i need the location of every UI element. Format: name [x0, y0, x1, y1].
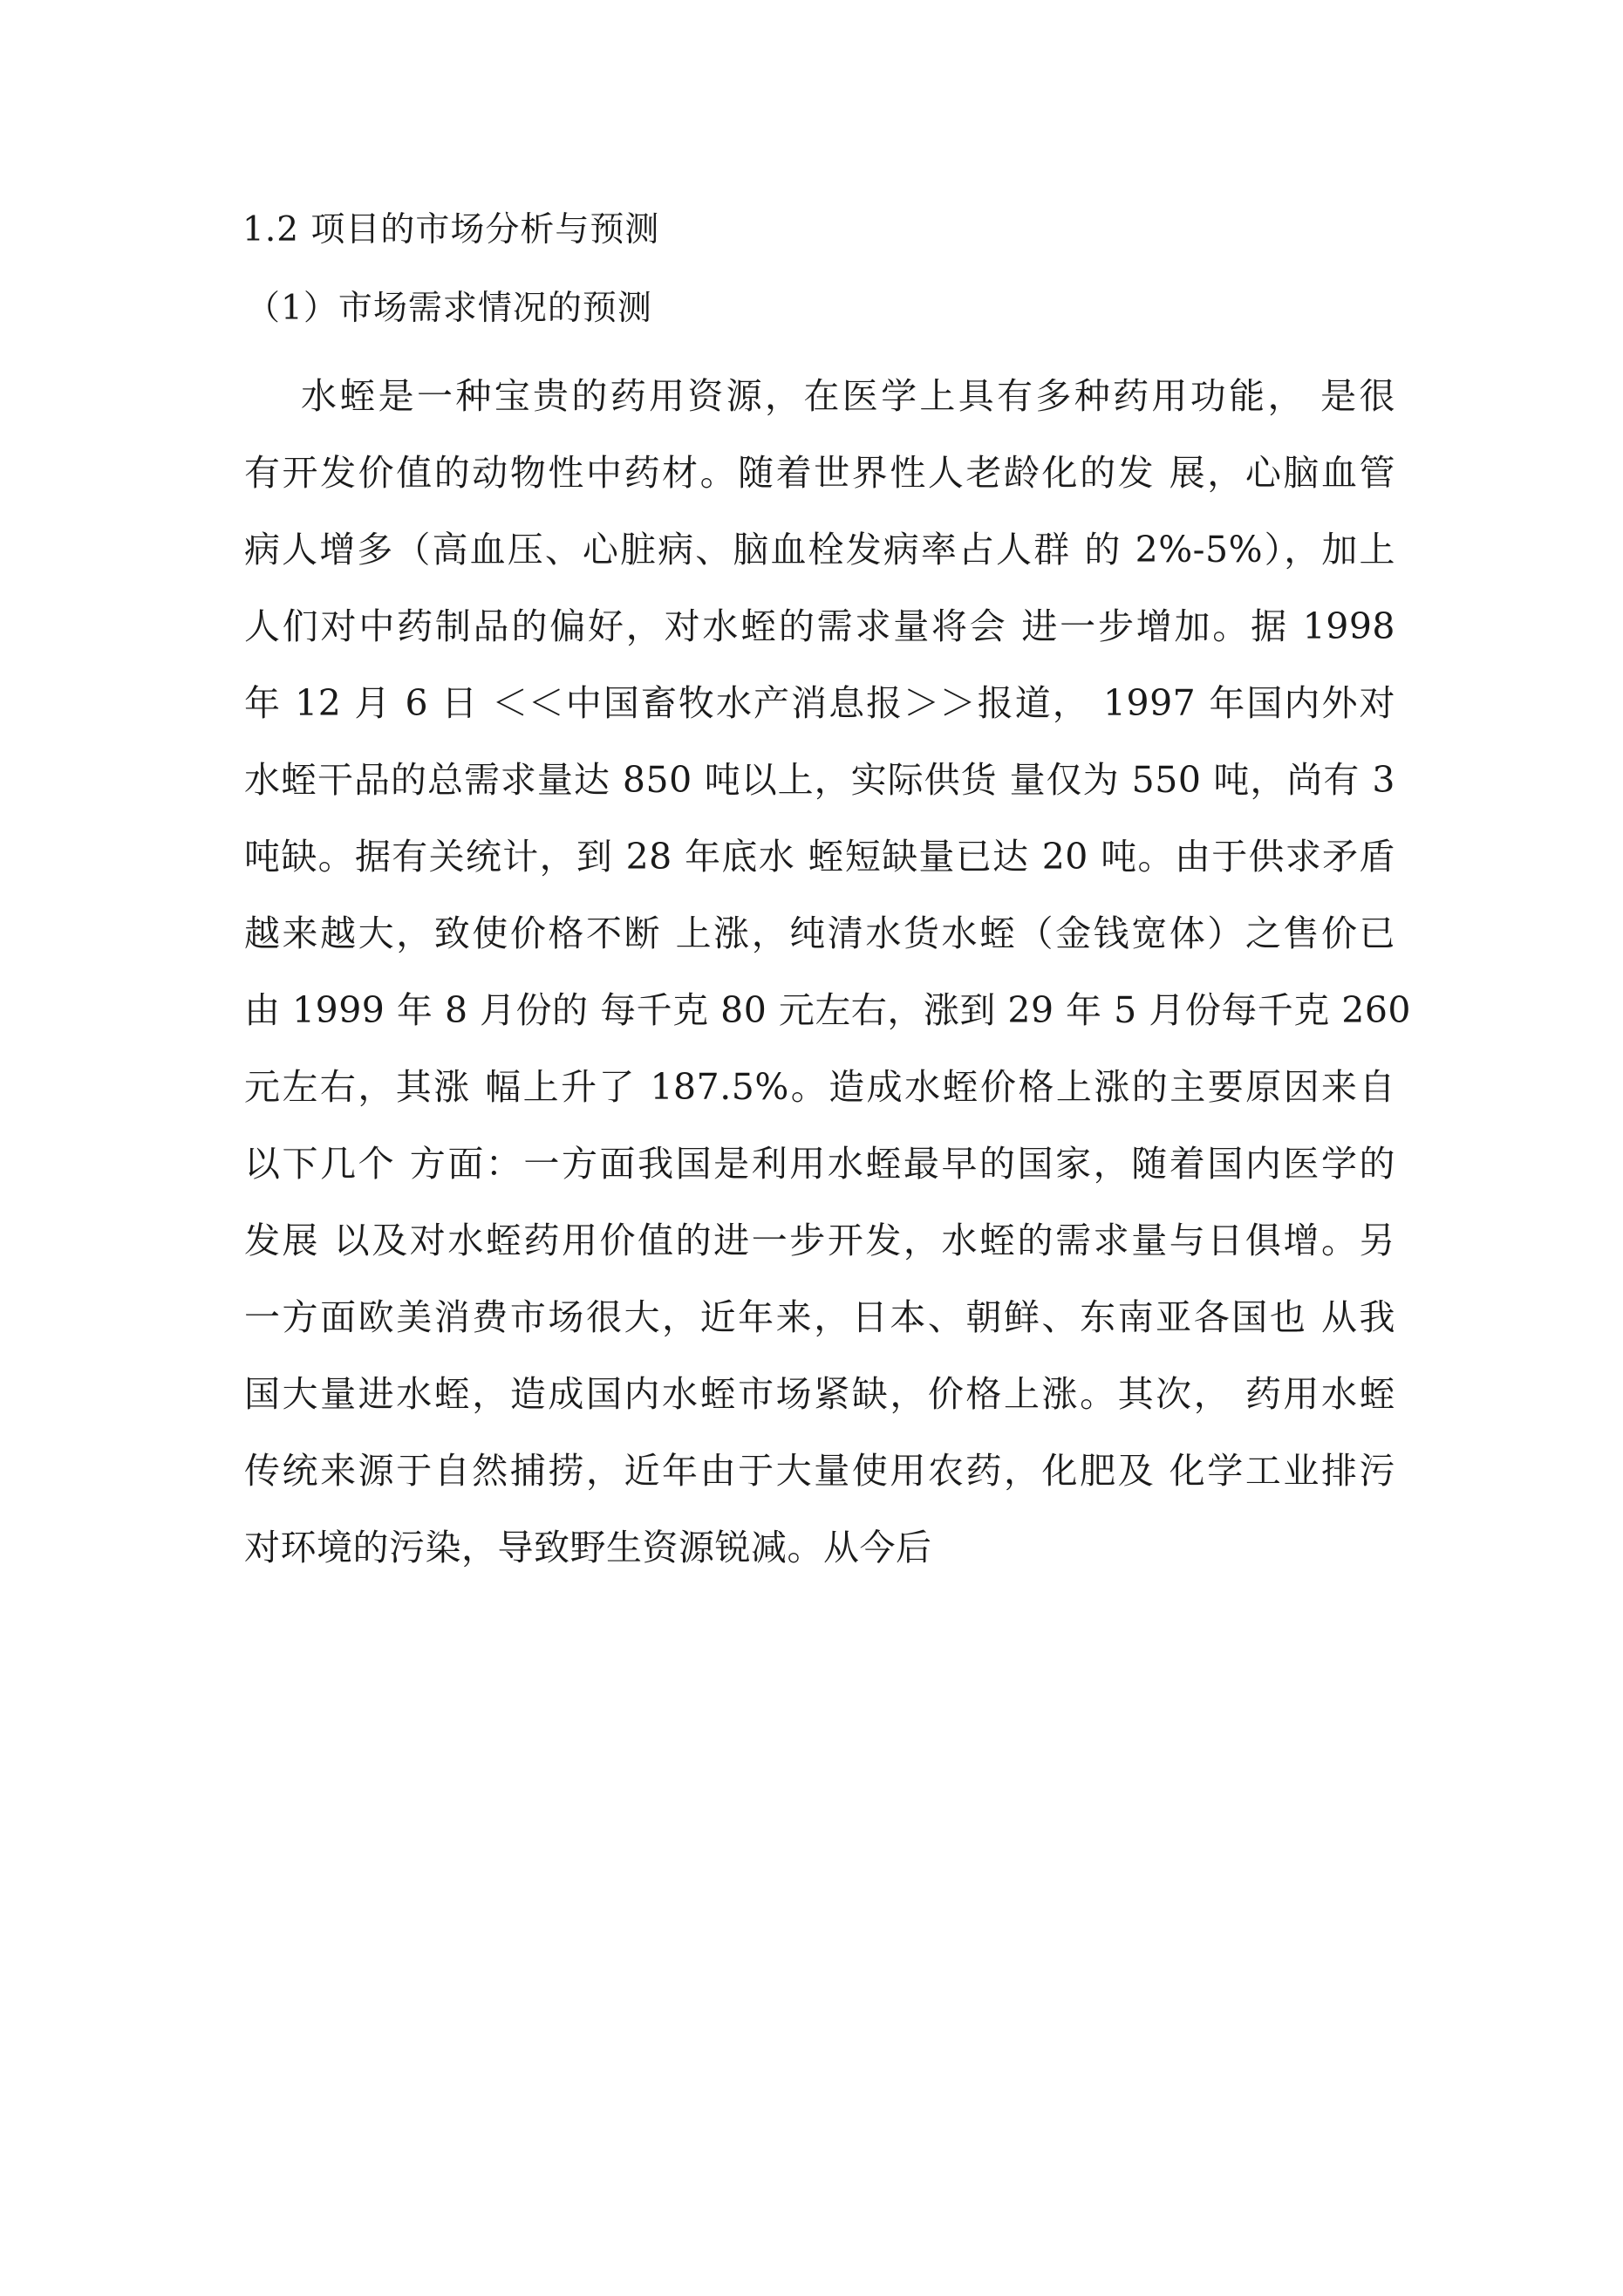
paragraph-line: 越来越大，致使价格不断 上涨，纯清水货水蛭（金钱宽体）之售价已	[244, 912, 1395, 954]
paragraph-line: 发展 以及对水蛭药用价值的进一步开发，水蛭的需求量与日俱增。另	[244, 1220, 1395, 1261]
paragraph-line: 水蛭干品的总需求量达 850 吨以上，实际供货 量仅为 550 吨，尚有 3	[244, 759, 1395, 801]
paragraph-line: 对环境的污染，导致野生资源锐减。从今后	[244, 1527, 932, 1568]
paragraph-line: 传统来源于自然捕捞，近年由于大量使用农药，化肥及 化学工业排污	[244, 1450, 1395, 1492]
section-heading: 1.2 项目的市场分析与预测	[242, 210, 660, 249]
paragraph-line: 病人增多（高血压、心脏病、脑血栓发病率占人群 的 2%-5%），加上	[244, 529, 1395, 571]
subsection-heading: （1）市场需求情况的预测	[246, 289, 652, 328]
paragraph-line: 一方面欧美消费市场很大，近年来，日本、朝鲜、东南亚各国也 从我	[244, 1296, 1395, 1338]
paragraph-line: 水蛭是一种宝贵的药用资源，在医学上具有多种药用功能， 是很	[301, 375, 1395, 417]
paragraph-line: 由 1999 年 8 月份的 每千克 80 元左右，涨到 29 年 5 月份每千克 260	[244, 989, 1412, 1031]
paragraph-line: 以下几个 方面：一方面我国是利用水蛭最早的国家，随着国内医学的	[244, 1143, 1395, 1185]
paragraph-line: 国大量进水蛭，造成国内水蛭市场紧缺，价格上涨。其次， 药用水蛭	[244, 1373, 1395, 1415]
paragraph-line: 有开发价值的动物性中药材。随着世界性人老龄化的发 展，心脑血管	[244, 452, 1395, 494]
body-paragraph	[244, 358, 1412, 1586]
paragraph-line: 吨缺。据有关统计，到 28 年底水 蛭短缺量已达 20 吨。由于供求矛盾	[244, 836, 1395, 878]
paragraph-line: 人们对中药制品的偏好，对水蛭的需求量将会 进一步增加。据 1998	[244, 605, 1395, 647]
paragraph-line: 年 12 月 6 日 ＜＜中国畜牧水产消息报＞＞报道， 1997 年国内外对	[244, 682, 1395, 724]
paragraph-line: 元左右，其涨 幅上升了 187.5%。造成水蛭价格上涨的主要原因来自	[244, 1066, 1395, 1108]
